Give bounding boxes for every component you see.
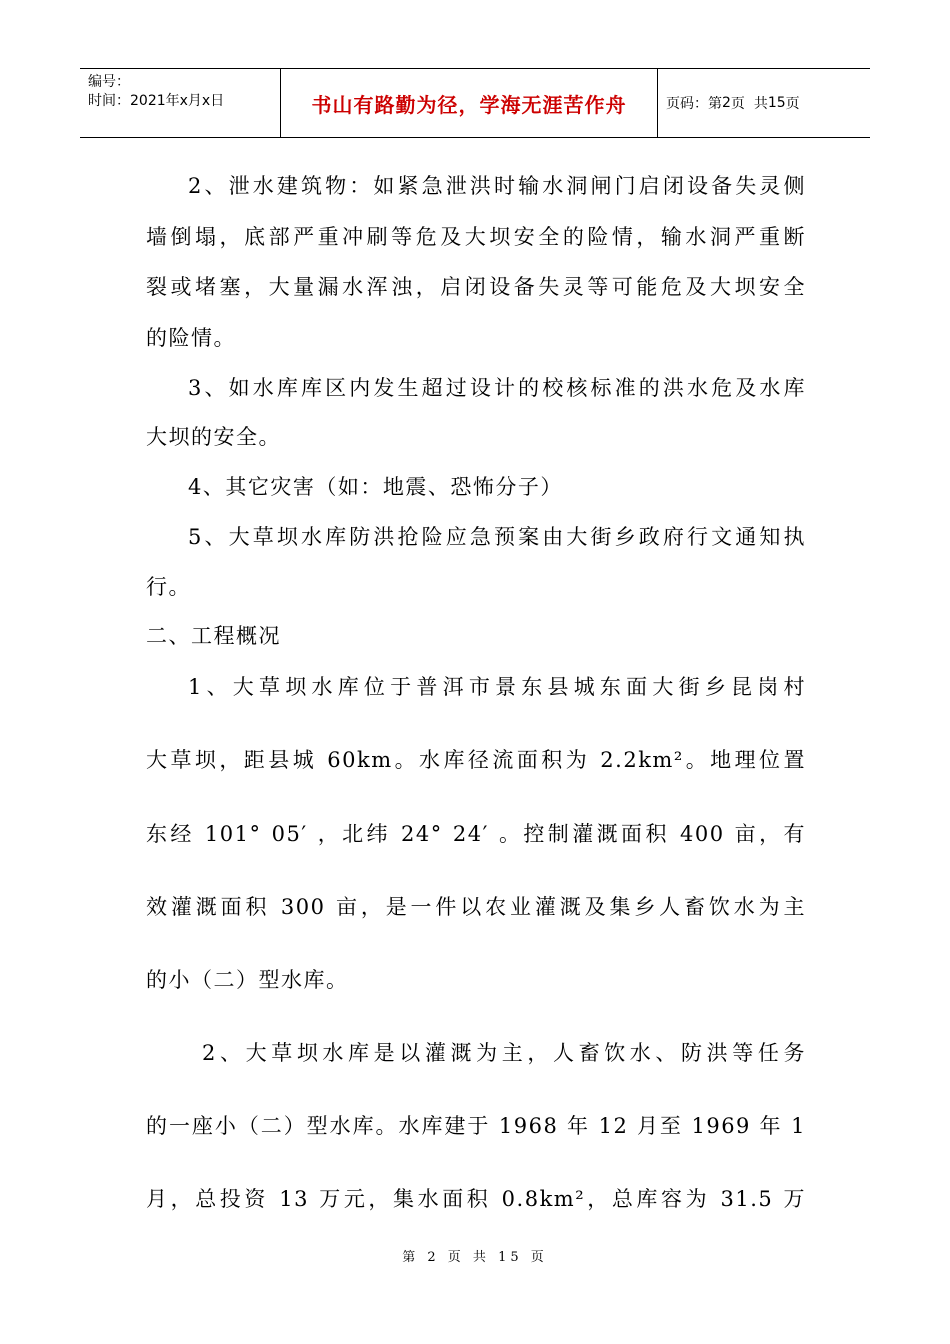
text-line: 2、大草坝水库是以灌溉为主，人畜饮水、防洪等任务	[202, 1041, 806, 1065]
text-line: 月，总投资 13 万元，集水面积 0.8km²，总库容为 31.5 万	[146, 1187, 806, 1211]
text-line: 5、大草坝水库防洪抢险应急预案由大街乡政府行文通知执	[188, 525, 806, 549]
text-line: 3、如水库库区内发生超过设计的校核标准的洪水危及水库	[188, 376, 806, 400]
text-line: 的小（二）型水库。	[146, 968, 349, 992]
document-time-label: 时间：2021年x月x日	[88, 93, 225, 109]
text-line: 东经 101° 05′ ，北纬 24° 24′ 。控制灌溉面积 400 亩，有	[146, 822, 806, 846]
text-line: 墙倒塌，底部严重冲刷等危及大坝安全的险情，输水洞严重断	[146, 225, 806, 249]
footer-total-pages: 15	[498, 1250, 523, 1265]
document-number-label: 编号：	[88, 74, 130, 90]
text-line: 裂或堵塞，大量漏水浑浊，启闭设备失灵等可能危及大坝安全	[146, 275, 806, 299]
header-page-mid: 页 共	[730, 96, 768, 112]
header-page-label: 页码：第	[666, 96, 722, 112]
text-line: 1、大草坝水库位于普洱市景东县城东面大街乡昆岗村	[188, 675, 806, 699]
footer-current-page: 2	[427, 1250, 440, 1265]
header-page-current: 2	[722, 95, 731, 111]
text-line: 4、其它灾害（如：地震、恐怖分子）	[188, 475, 563, 499]
footer-suffix: 页	[530, 1250, 548, 1265]
footer-middle: 页 共	[447, 1250, 490, 1265]
text-line: 的险情。	[146, 326, 236, 350]
text-line: 效灌溉面积 300 亩，是一件以农业灌溉及集乡人畜饮水为主	[146, 895, 806, 919]
header-motto: 书山有路勤为径，学海无涯苦作舟	[281, 69, 658, 137]
header-page-total: 15	[767, 95, 786, 111]
page-header	[80, 68, 870, 138]
text-line: 行。	[146, 575, 191, 599]
section-heading: 二、工程概况	[146, 624, 281, 648]
page-footer	[0, 1246, 950, 1265]
text-line: 大坝的安全。	[146, 425, 281, 449]
text-line: 的一座小（二）型水库。水库建于 1968 年 12 月至 1969 年 1	[146, 1114, 806, 1138]
header-page-suffix: 页	[785, 96, 800, 112]
text-line: 2、泄水建筑物：如紧急泄洪时输水洞闸门启闭设备失灵侧	[188, 174, 806, 198]
header-meta	[80, 69, 281, 137]
header-page-info	[658, 69, 870, 137]
footer-prefix: 第	[402, 1250, 420, 1265]
text-line: 大草坝，距县城 60km。水库径流面积为 2.2km²。地理位置	[146, 748, 806, 772]
